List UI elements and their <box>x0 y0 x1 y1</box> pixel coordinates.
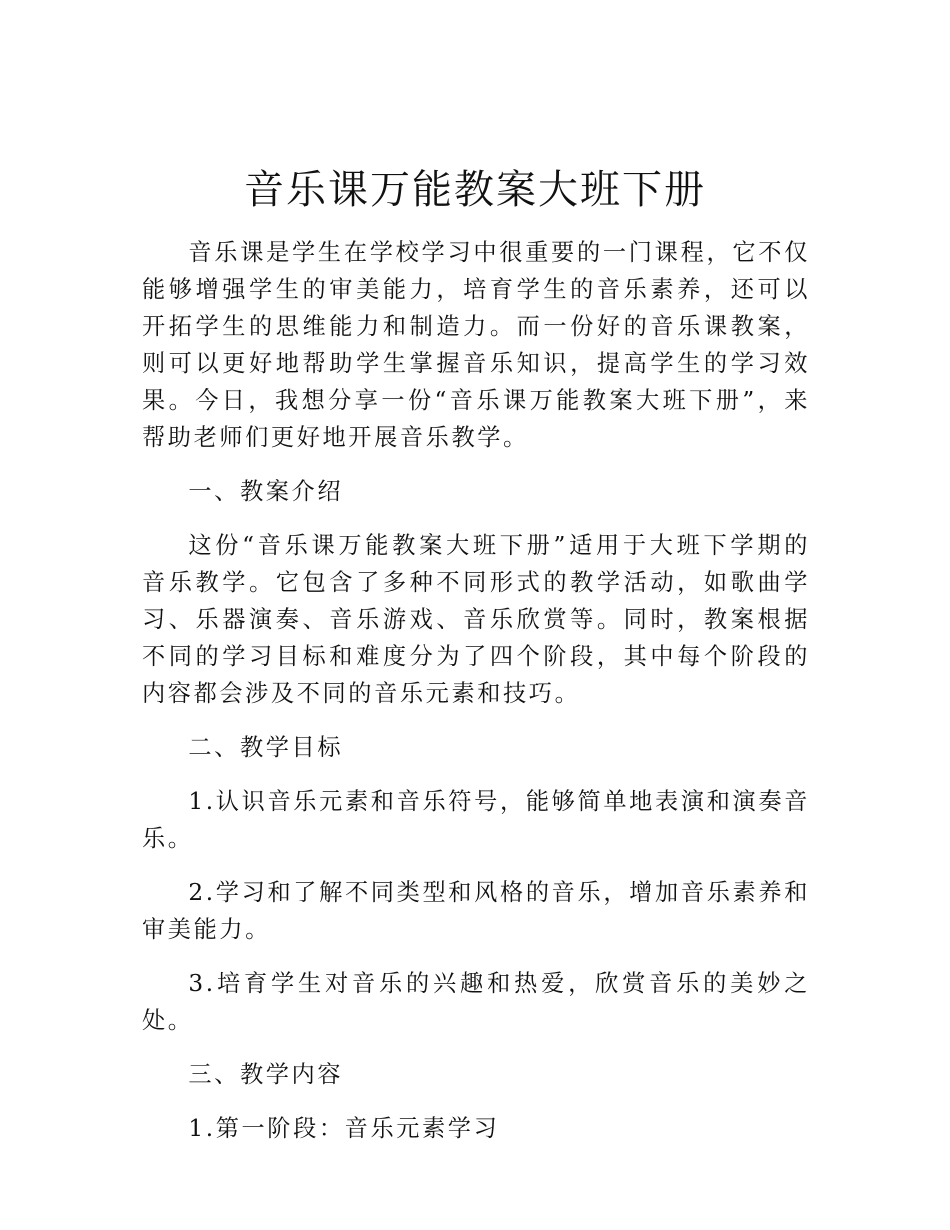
plan-description-paragraph: 这份“音乐课万能教案大班下册”适用于大班下学期的音乐教学。它包含了多种不同形式的教学活动，如歌曲学习、乐器演奏、音乐游戏、音乐欣赏等。同时，教案根据不同的学习目标和难度分为了四个阶段，其中每个阶段的内容都会涉及不同的音乐元素和技巧。 <box>142 532 810 707</box>
goal-item-2: 2.学习和了解不同类型和风格的音乐，增加音乐素养和审美能力。 <box>142 879 810 943</box>
intro-paragraph: 音乐课是学生在学校学习中很重要的一门课程，它不仅能够增强学生的审美能力，培育学生的音乐素养，还可以开拓学生的思维能力和制造力。而一份好的音乐课教案，则可以更好地帮助学生掌握音乐知识，提高学生的学习效果。今日，我想分享一份“音乐课万能教案大班下册”，来帮助老师们更好地开展音乐教学。 <box>142 239 810 451</box>
section-heading-goals: 二、教学目标 <box>188 734 344 761</box>
goal-item-3: 3.培育学生对音乐的兴趣和热爱，欣赏音乐的美妙之处。 <box>142 970 810 1034</box>
document-body <box>142 234 810 1164</box>
content-item-1: 1.第一阶段：音乐元素学习 <box>188 1115 500 1142</box>
section-heading-content: 三、教学内容 <box>188 1061 344 1088</box>
section-heading-intro: 一、教案介绍 <box>188 478 344 505</box>
goal-item-1: 1.认识音乐元素和音乐符号，能够简单地表演和演奏音乐。 <box>142 788 810 852</box>
document-title: 音乐课万能教案大班下册 <box>244 167 706 213</box>
